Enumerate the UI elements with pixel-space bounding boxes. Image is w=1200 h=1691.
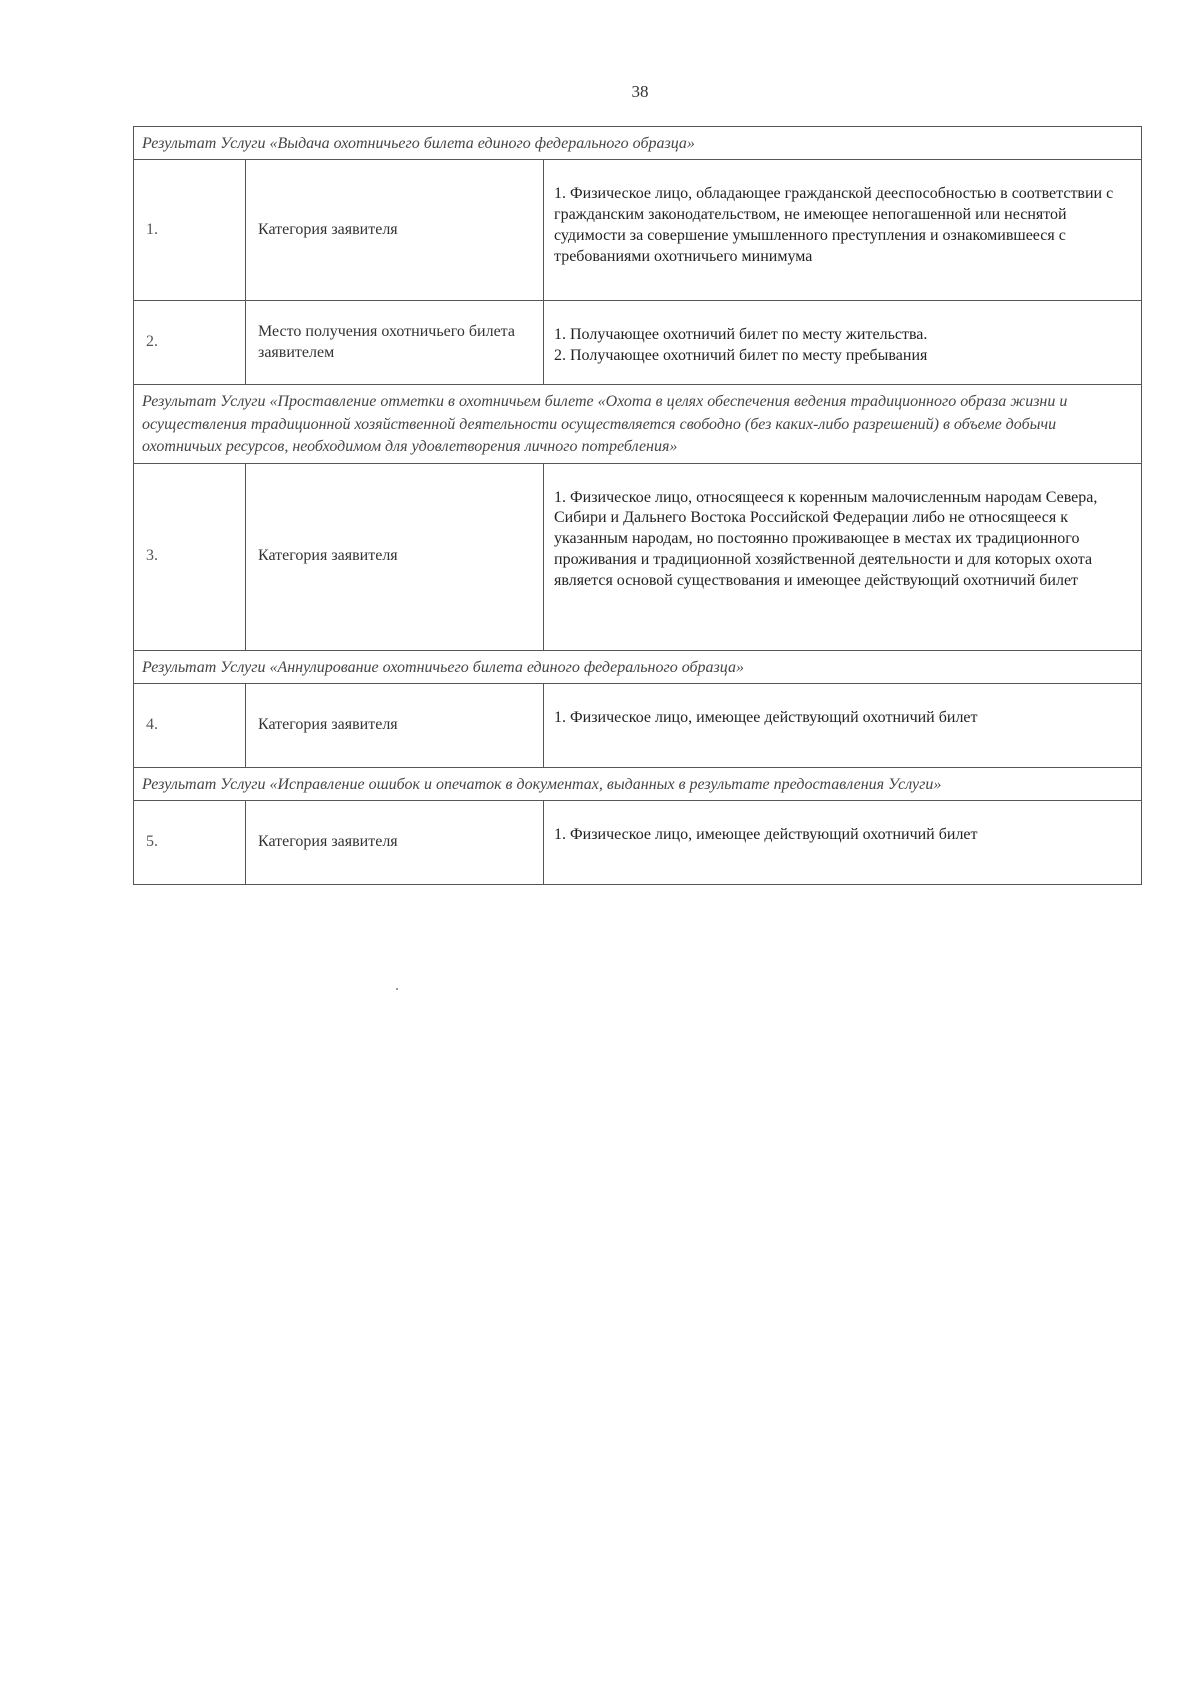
row-description xyxy=(544,301,1142,385)
section-title: Результат Услуги «Аннулирование охотничьего билета единого федерального образца» xyxy=(134,650,1142,683)
description-item: 1. Получающее охотничий билет по месту жительства. xyxy=(554,326,928,344)
description-item: 1. Физическое лицо, имеющее действующий охотничий билет xyxy=(554,708,978,726)
row-number: 4. xyxy=(134,683,246,767)
table-row xyxy=(134,683,1142,767)
row-number: 5. xyxy=(134,801,246,885)
scan-speck xyxy=(396,988,398,990)
section-header xyxy=(134,385,1142,463)
section-title: Результат Услуги «Выдача охотничьего билета единого федерального образца» xyxy=(134,127,1142,160)
row-number: 3. xyxy=(134,463,246,650)
description-item: 2. Получающее охотничий билет по месту пребывания xyxy=(554,346,928,364)
row-description xyxy=(544,801,1142,885)
description-item: 1. Физическое лицо, относящееся к коренным малочисленным народам Севера, Сибири и Дальнего Востока Российской Федерации либо не относящееся к указанным народам, но постоянно проживающее в местах их традиционного проживания и традиционной хозяйственной деятельности и для которых охота является основой существования и имеющее действующий охотничий билет xyxy=(554,488,1098,589)
row-number: 2. xyxy=(134,301,246,385)
page-number: 38 xyxy=(631,82,649,101)
section-header xyxy=(134,767,1142,800)
row-description xyxy=(544,683,1142,767)
row-label: Место получения охотничьего билета заявителем xyxy=(246,301,544,385)
section-header xyxy=(134,127,1142,160)
section-header xyxy=(134,650,1142,683)
row-label: Категория заявителя xyxy=(246,463,544,650)
description-item: 1. Физическое лицо, имеющее действующий охотничий билет xyxy=(554,826,978,844)
row-label: Категория заявителя xyxy=(246,801,544,885)
description-item: 1. Физическое лицо, обладающее гражданской дееспособностью в соответствии с гражданским законодательством, не имеющее непогашенной или неснятой судимости за совершение умышленного преступления и ознакомившееся с требованиями охотничьего минимума xyxy=(554,185,1114,265)
row-label: Категория заявителя xyxy=(246,683,544,767)
table-row xyxy=(134,463,1142,650)
table-row xyxy=(134,801,1142,885)
row-description xyxy=(544,463,1142,650)
section-title: Результат Услуги «Исправление ошибок и опечаток в документах, выданных в результате предоставления Услуги» xyxy=(134,767,1142,800)
row-label: Категория заявителя xyxy=(246,160,544,301)
row-description xyxy=(544,160,1142,301)
row-number: 1. xyxy=(134,160,246,301)
table-row xyxy=(134,160,1142,301)
section-title: Результат Услуги «Проставление отметки в охотничьем билете «Охота в целях обеспечения ведения традиционного образа жизни и осуществления традиционной хозяйственной деятельности осуществляется свободно (без каких-либо разрешений) в объеме добычи охотничьих ресурсов, необходимом для удовлетворения личного потребления» xyxy=(134,385,1142,463)
service-results-table xyxy=(133,126,1142,885)
table-row xyxy=(134,301,1142,385)
